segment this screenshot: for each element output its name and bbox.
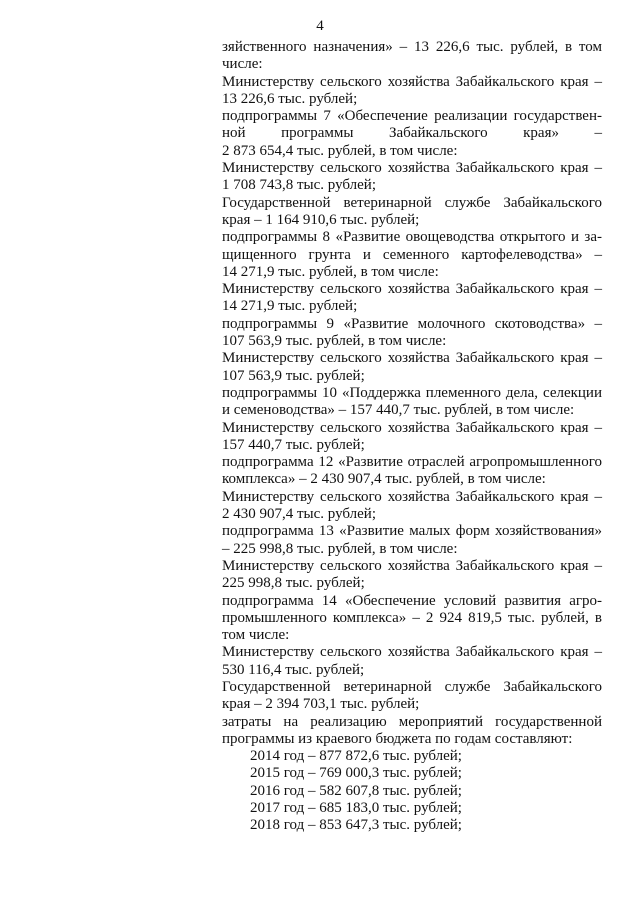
text-line: подпрограммы 8 «Развитие овощеводства открытого и за- — [222, 229, 602, 246]
text-line: Министерству сельского хозяйства Забайкальского края – — [222, 419, 602, 436]
page-number: 4 — [316, 18, 324, 34]
text-line: 14 271,9 тыс. рублей; — [222, 298, 358, 315]
text-line: 107 563,9 тыс. рублей, в том числе: — [222, 333, 447, 350]
text-line: Министерству сельского хозяйства Забайкальского края – — [222, 73, 602, 90]
text-line: Государственной ветеринарной службе Забайкальского — [222, 194, 602, 211]
text-line: 13 226,6 тыс. рублей; — [222, 90, 358, 107]
text-line: числе: — [222, 56, 263, 73]
text-line: 2018 год – 853 647,3 тыс. рублей; — [250, 817, 462, 834]
text-line: 2015 год – 769 000,3 тыс. рублей; — [250, 765, 462, 782]
text-line: Министерству сельского хозяйства Забайкальского края – — [222, 488, 602, 505]
text-line: 14 271,9 тыс. рублей, в том числе: — [222, 263, 439, 280]
text-line: 2017 год – 685 183,0 тыс. рублей; — [250, 800, 462, 817]
text-line: промышленного комплекса» – 2 924 819,5 тыс. рублей, в — [222, 609, 602, 626]
text-line: края – 2 394 703,1 тыс. рублей; — [222, 696, 420, 713]
text-line: затраты на реализацию мероприятий государственной — [222, 713, 602, 730]
text-line: 107 563,9 тыс. рублей; — [222, 367, 365, 384]
text-line: 157 440,7 тыс. рублей; — [222, 436, 365, 453]
text-line: Министерству сельского хозяйства Забайкальского края – — [222, 350, 602, 367]
text-line: 2014 год – 877 872,6 тыс. рублей; — [250, 748, 462, 765]
text-line: 2 430 907,4 тыс. рублей; — [222, 506, 376, 523]
text-line: зяйственного назначения» – 13 226,6 тыс. рублей, в том — [222, 39, 602, 55]
text-line: Министерству сельского хозяйства Забайкальского края – — [222, 644, 602, 661]
text-line: 1 708 743,8 тыс. рублей; — [222, 177, 376, 194]
text-line: 2016 год – 582 607,8 тыс. рублей; — [250, 782, 462, 799]
text-line: подпрограммы 7 «Обеспечение реализации государствен- — [222, 108, 602, 125]
text-line: Министерству сельского хозяйства Забайкальского края – — [222, 160, 602, 177]
text-line: подпрограммы 9 «Развитие молочного скотоводства» – — [222, 315, 602, 332]
text-line: том числе: — [222, 627, 290, 644]
text-line: программы из краевого бюджета по годам составляют: — [222, 730, 573, 747]
text-line: 530 116,4 тыс. рублей; — [222, 661, 365, 678]
text-line: подпрограмма 12 «Развитие отраслей агропромышленного — [222, 454, 602, 471]
text-line: и семеноводства» – 157 440,7 тыс. рублей, в том числе: — [222, 402, 575, 419]
text-line: подпрограмма 14 «Обеспечение условий развития агро- — [222, 592, 602, 609]
text-line: – 225 998,8 тыс. рублей, в том числе: — [222, 540, 458, 557]
text-line: края – 1 164 910,6 тыс. рублей; — [222, 211, 420, 228]
text-line: подпрограмма 13 «Развитие малых форм хозяйствования» — [222, 523, 602, 540]
text-line: подпрограммы 10 «Поддержка племенного дела, селекции — [222, 384, 602, 401]
text-line: ной программы Забайкальского края» – — [222, 125, 602, 142]
text-line: щищенного грунта и семенного картофелеводства» – — [222, 246, 602, 263]
text-line: Министерству сельского хозяйства Забайкальского края – — [222, 281, 602, 298]
text-line: Министерству сельского хозяйства Забайкальского края – — [222, 557, 602, 574]
text-line: комплекса» – 2 430 907,4 тыс. рублей, в том числе: — [222, 471, 546, 488]
text-line: 2 873 654,4 тыс. рублей, в том числе: — [222, 142, 458, 159]
text-line: 225 998,8 тыс. рублей; — [222, 575, 365, 592]
text-line: Государственной ветеринарной службе Забайкальского — [222, 678, 602, 695]
body-text — [222, 39, 602, 835]
